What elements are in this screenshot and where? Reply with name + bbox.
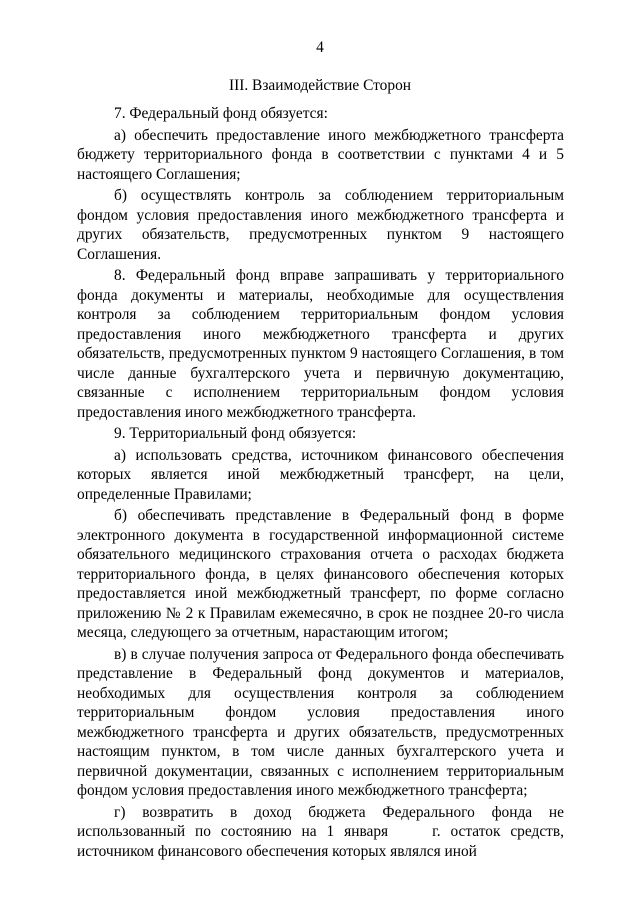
paragraph-9b: б) обеспечивать представление в Федеральный фонд в форме электронного документа в государственной информационной системе обязательного медицинского страхования отчета о расходах бюджета территориального фонда, в целях финансового обеспечения которых предоставляется иной межбюджетный трансферт, по форме согласно приложению № 2 к Правилам ежемесячно, в срок не позднее 20-го числа месяца, следующего за отчетным, нарастающим итогом; xyxy=(77,507,564,641)
paragraph-9g xyxy=(77,803,564,862)
paragraph-7b: б) осуществлять контроль за соблюдением территориальным фондом условия предоставления иного межбюджетного трансферта и других обязательств, предусмотренных пунктом 9 настоящего Соглашения. xyxy=(77,187,564,263)
paragraph-7: 7. Федеральный фонд обязуется: xyxy=(114,105,328,122)
paragraph-9v: в) в случае получения запроса от Федерального фонда обеспечивать представление в Федеральный фонд документов и материалов, необходимых для осуществления контроля за соблюдением территориальным фондом условия предоставления иного межбюджетного трансферта и других обязательств, предусмотренных настоящим пунктом, в том числе данных бухгалтерского учета и первичной документации, связанных с исполнением территориальным фондом условия предоставления иного межбюджетного трансферта; xyxy=(77,645,564,799)
paragraph-9g-end: г. остаток средств, источником финансового обеспечения которых являлся иной xyxy=(77,823,564,860)
paragraph-9a: а) использовать средства, источником финансового обеспечения которых является иной межбюджетный трансферт, на цели, определенные Правилами; xyxy=(77,446,564,503)
paragraph-9g-start: г) возвратить в доход бюджета Федерального фонда не использованный по состоянию на 1 января xyxy=(77,803,564,840)
paragraph-7a: а) обеспечить предоставление иного межбюджетного трансферта бюджету территориального фонда в соответствии с пунктами 4 и 5 настоящего Соглашения; xyxy=(77,126,564,183)
paragraph-9: 9. Территориальный фонд обязуется: xyxy=(114,425,357,442)
page-number: 4 xyxy=(316,39,324,56)
paragraph-8: 8. Федеральный фонд вправе запрашивать у территориального фонда документы и материалы, необходимые для осуществления контроля за соблюдением территориальным фондом условия предоставления иного межбюджетного трансферта и других обязательств, предусмотренных пунктом 9 настоящего Соглашения, в том числе данные бухгалтерского учета и первичную документацию, связанные с исполнением территориальным фондом условия предоставления иного межбюджетного трансферта. xyxy=(77,267,564,421)
section-title: III. Взаимодействие Сторон xyxy=(228,77,412,94)
document-body xyxy=(77,104,564,861)
